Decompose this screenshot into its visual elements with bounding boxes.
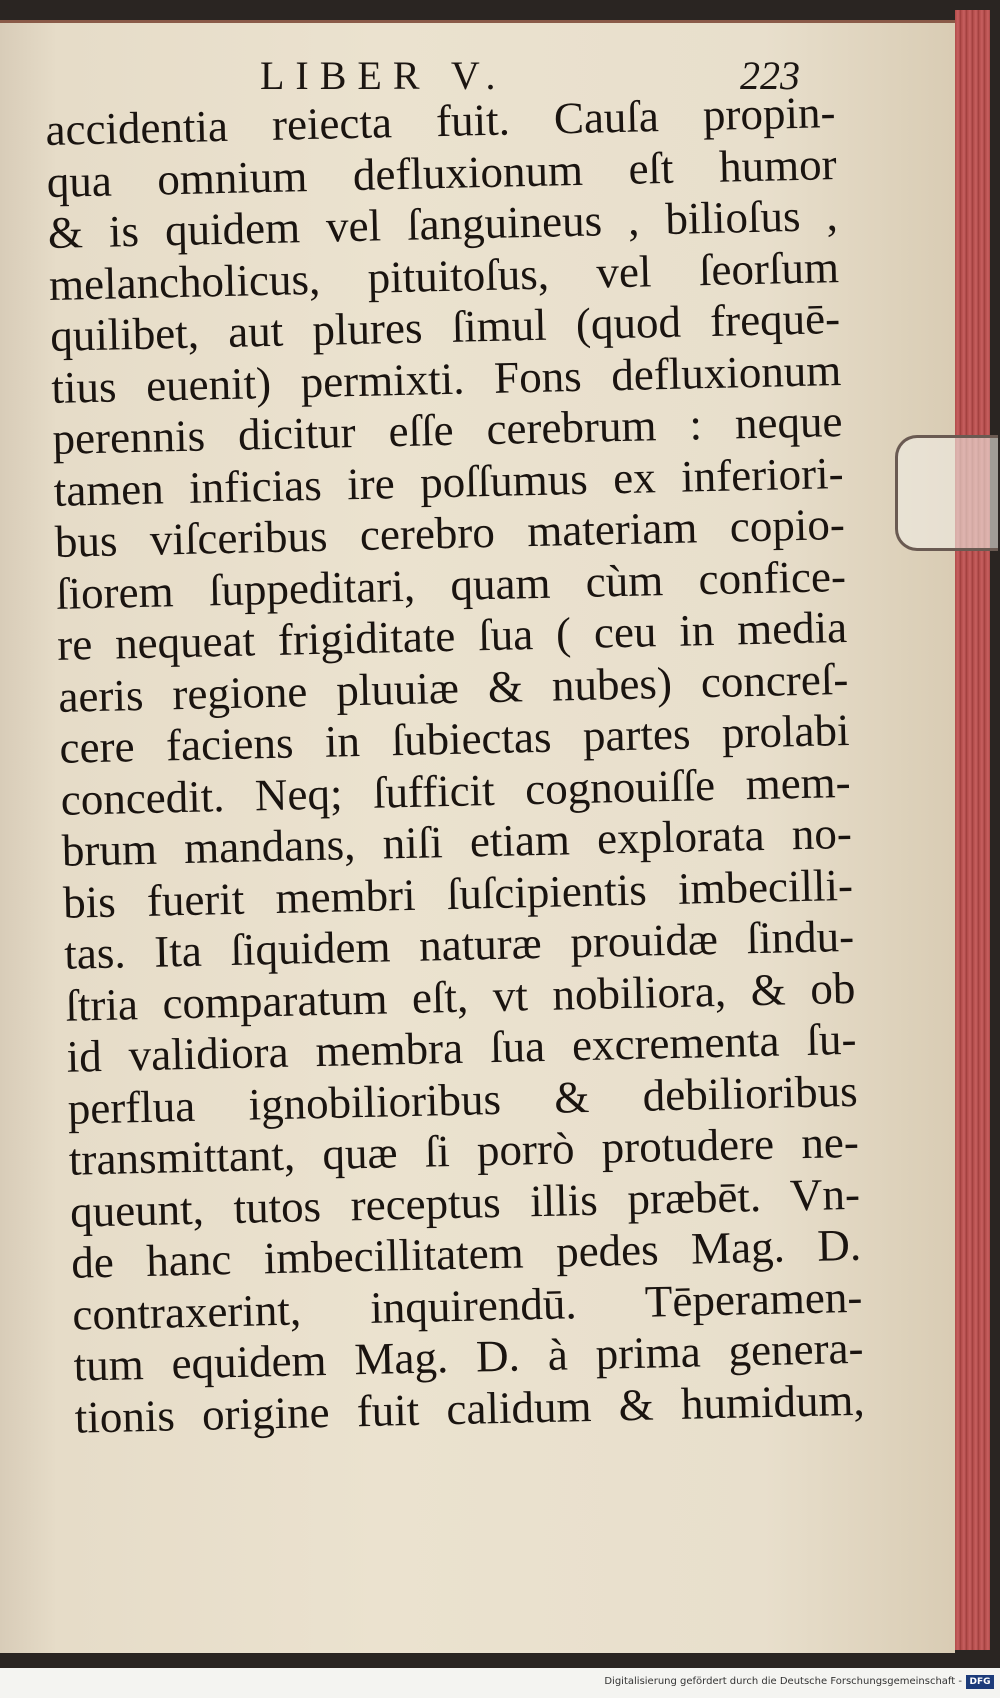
page-tab-marker: [895, 435, 998, 551]
text-line: transmittant, quæ ſi porrò protudere ne-: [68, 1116, 860, 1185]
footer-bar: [0, 1668, 1000, 1698]
text-line: tum equidem Mag. D. à prima genera-: [73, 1322, 864, 1391]
text-line: & is quidem vel ſanguineus , bilioſus ,: [47, 190, 839, 258]
text-line: ſtria comparatum eſt, vt nobiliora, & ob: [64, 962, 856, 1031]
text-line: bis fuerit membri ſuſcipientis imbecilli-: [62, 859, 854, 928]
page-edge: [955, 10, 990, 1650]
text-line: tionis origine fuit calidum & humidum,: [74, 1374, 866, 1443]
text-line: quilibet, aut plures ſimul (quod frequē-: [49, 293, 841, 361]
text-line: tas. Ita ſiquidem naturæ prouidæ ſindu-: [63, 910, 855, 979]
text-line: tius euenit) permixti. Fons defluxionum: [50, 344, 842, 413]
dfg-logo: DFG: [966, 1675, 994, 1689]
page-number: 223: [740, 53, 800, 98]
text-line: ſiorem ſuppeditari, quam cùm confice-: [55, 550, 847, 619]
footer-credit: Digitalisierung gefördert durch die Deutsche Forschungsgemeinschaft -: [604, 1676, 962, 1687]
text-line: id validiora membra ſua excrementa ſu-: [66, 1013, 857, 1082]
text-line: perflua ignobilioribus & debilioribus: [67, 1065, 859, 1134]
text-line: bus viſceribus cerebro materiam copio-: [54, 498, 846, 567]
text-line: de hanc imbecillitatem pedes Mag. D.: [70, 1219, 862, 1288]
text-line: contraxerint, inquirendū. Tēperamen-: [71, 1271, 863, 1340]
text-line: concedit. Neq; ſufficit cognouiſſe mem-: [60, 756, 852, 825]
text-line: queunt, tutos receptus illis præbēt. Vn-: [69, 1168, 861, 1237]
text-line: re nequeat frigiditate ſua ( ceu in media: [56, 601, 848, 670]
text-line: cere faciens in ſubiectas partes prolabi: [59, 704, 850, 773]
text-line: accidentia reiecta fuit. Cauſa propin-: [45, 87, 836, 155]
text-line: tamen inficias ire poſſumus ex inferiori-: [53, 447, 845, 516]
body-text: [45, 87, 865, 1444]
running-title: LIBER V.: [260, 53, 507, 98]
text-line: melancholicus, pituitoſus, vel ſeorſum: [48, 241, 840, 310]
text-line: brum mandans, niſi etiam explorata no-: [61, 807, 853, 876]
text-line: aeris regione pluuiæ & nubes) concreſ-: [57, 653, 849, 722]
text-line: qua omnium defluxionum eſt humor: [46, 138, 838, 207]
text-line: perennis dicitur eſſe cerebrum : neque: [52, 395, 843, 464]
